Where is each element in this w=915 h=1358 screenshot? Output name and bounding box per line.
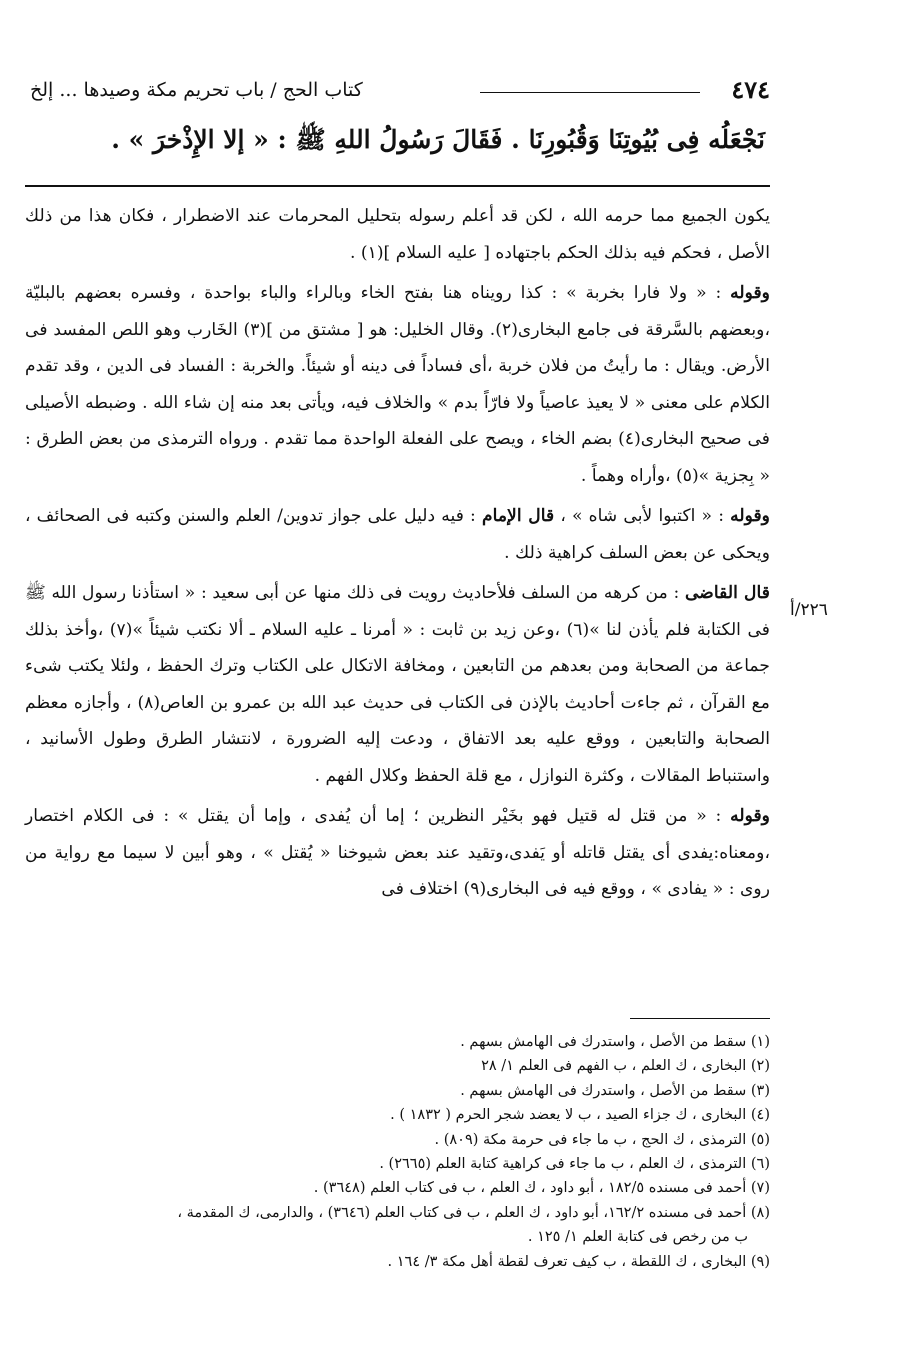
- paragraph-5-lead: وقوله: [730, 806, 770, 826]
- paragraph-2-lead: وقوله: [730, 283, 770, 303]
- paragraph-5-text: : « من قتل له قتيل فهو بخَيْر النظرين ؛ إما أن يُفدى ، وإما أن يقتل » : فى الكلام اختصار ،ومعناه:يفدى أى يقتل قاتله أو يَفدى،وتقيد عند بعض شيوخنا « يُقتل » ، وهو أبين لا سيما مع رواية من روى : « يفادى » ، ووقع فيه فى البخارى(٩) اختلاف فى: [25, 806, 770, 899]
- paragraph-3-lead: وقوله: [730, 506, 770, 526]
- footnote-4: (٤) البخارى ، ك جزاء الصيد ، ب لا يعضد شجر الحرم ( ١٨٣٢ ) .: [390, 1107, 770, 1124]
- footnote-8: (٨) أحمد فى مسنده ١٦٢/٢، أبو داود ، ك العلم ، ب فى كتاب العلم (٣٦٤٦) ، والدارمى، ك المقدمة ،: [177, 1204, 770, 1221]
- paragraph-3-text-a: : « اكتبوا لأبى شاه » ،: [554, 506, 731, 526]
- hadith-quote: نَجْعَلُه فِى بُيُوتِنَا وَقُبُورِنَا . فَقَالَ رَسُولُ اللهِ ﷺ : « إلا الإِذْخرَ » .: [111, 125, 765, 154]
- paragraph-4-lead: قال القاضى: [684, 583, 770, 603]
- paragraph-2: [25, 275, 770, 494]
- footnote-5: (٥) الترمذى ، ك الحج ، ب ما جاء فى حرمة مكة (٨٠٩) .: [434, 1131, 770, 1148]
- paragraph-2-text: : « ولا فارا بخربة » : كذا رويناه هنا بفتح الخاء وبالراء والباء بواحدة ، وفسره بعضهم بالبليّة ،وبعضهم بالسَّرقة فى جامع البخارى(٢). وقال الخليل: هو [ مشتق من ](٣) الخَارب وهو اللص المفسد فى الأرض. ويقال : ما رأيتُ من فلان خربة ،أى فساداً فى دينه أو شيئاً. والخربة : الفساد فى الدين ، وقد تقدم الكلام على معنى « لا يعيذ عاصياً ولا فارّاً بدم » والخلاف فيه، ويأتى بعد منه إن شاء الله . وضبطه الأصيلى فى صحيح البخارى(٤) بضم الخاء ، ويصح على الفعلة الواحدة مما تقدم . ورواه الترمذى من بعض الطرق : « بِجزية »(٥) ،وأراه وهماً .: [25, 283, 771, 486]
- footnotes: [25, 1030, 770, 1274]
- page-number: ٤٧٤: [731, 75, 770, 104]
- footnote-7: (٧) أحمد فى مسنده ١٨٢/٥ ، أبو داود ، ك العلم ، ب فى كتاب العلم (٣٦٤٨) .: [313, 1180, 770, 1197]
- commentary-body: [25, 198, 770, 912]
- paragraph-3-text-b: : فيه دليل على جواز تدوين/ العلم والسنن وكتبه فى الصحائف ، ويحكى عن بعض السلف كراهية ذلك .: [25, 506, 770, 563]
- footnote-rule: [630, 1018, 770, 1019]
- paragraph-1: يكون الجميع مما حرمه الله ، لكن قد أعلم رسوله بتحليل المحرمات عند الاضطرار ، فكان هذا من ذلك الأصل ، فحكم فيه بذلك الحكم باجتهاده [ عليه السلام ](١) .: [25, 206, 770, 263]
- section-divider: [25, 185, 770, 187]
- paragraph-4-text: : من كرهه من السلف فلأحاديث رويت فى ذلك منها عن أبى سعيد : « استأذنا رسول الله ﷺ فى الكتابة فلم يأذن لنا »(٦) ،وعن زيد بن ثابت : « أمرنا ـ عليه السلام ـ ألا نكتب شيئاً »(٧) ،وأخذ بذلك جماعة من الصحابة ومن بعدهم من التابعين ، ومخافة الاتكال على الكتاب وترك الحفظ ، ولئلا يكتب شىء مع القرآن ، ثم جاءت أحاديث بالإذن فى الكتاب فى حديث عبد الله بن عمرو بن العاص(٨) ، وأجازه معظم الصحابة والتابعين ، ووقع عليه بعد الاتفاق ، ودعت إليه الضرورة ، لانتشار الطرق وطول الأسانيد ، واستنباط المقالات ، وكثرة النوازل ، مع قلة الحفظ وكلال الفهم .: [25, 583, 770, 786]
- running-header: [30, 70, 770, 110]
- footnote-1: (١) سقط من الأصل ، واستدرك فى الهامش بسهم .: [460, 1034, 770, 1050]
- header-title: كتاب الحج / باب تحريم مكة وصيدها ... إلخ: [30, 79, 363, 101]
- paragraph-3: [25, 498, 770, 571]
- footnote-8-continued: ب من رخص فى كتابة العلم ١/ ١٢٥ .: [527, 1229, 748, 1246]
- paragraph-5: [25, 798, 770, 908]
- paragraph-3-lead-2: قال الإمام: [481, 506, 555, 526]
- header-rule: [480, 92, 700, 93]
- footnote-9: (٩) البخارى ، ك اللقطة ، ب كيف تعرف لقطة أهل مكة ٣/ ١٦٤ .: [387, 1253, 770, 1270]
- margin-folio-note: ٢٢٦/أ: [790, 600, 828, 620]
- footnote-3: (٣) سقط من الأصل ، واستدرك فى الهامش بسهم .: [460, 1082, 770, 1099]
- footnote-6: (٦) الترمذى ، ك العلم ، ب ما جاء فى كراهية كتابة العلم (٢٦٦٥) .: [379, 1156, 770, 1173]
- footnote-2: (٢) البخارى ، ك العلم ، ب الفهم فى العلم ١/ ٢٨: [481, 1058, 770, 1075]
- paragraph-4: [25, 575, 770, 794]
